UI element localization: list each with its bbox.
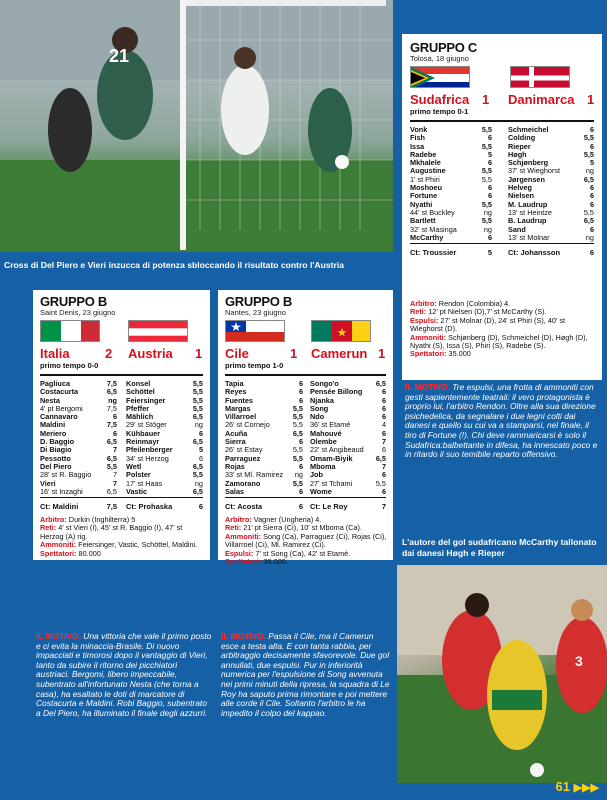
player-rating: 5,5 [292, 420, 303, 430]
player-rating: 5,5 [481, 166, 492, 176]
player-name: Mählich [126, 412, 154, 422]
commentary-text: Passa il Cile, ma il Camerun esce a testa alta. E con tanta rabbia, per arbitraggio decisamente sfavorevole. Due gol annullati, due espulsi. Pur in inferiorità numerica per l'espulsione di Song avvenuta nei primi minuti della ripresa, la squadra di Le Roy ha saputo prima rimontare e poi mettere alle corde il Cile. Soltanto l'arbitro le ha impedito il colpo del kappao. [221, 631, 390, 718]
lineup-away [508, 126, 594, 242]
player-name: Meriero [40, 428, 67, 438]
player-name: Mkhalele [410, 158, 441, 168]
player-rating: 6,5 [106, 453, 117, 463]
player-name: Mahouvé [310, 428, 342, 438]
player-name: Reinmayr [126, 437, 160, 447]
lineup-home [40, 380, 117, 496]
note-line [225, 558, 388, 566]
player-rating: 6 [112, 412, 117, 422]
player-rating: 6 [487, 133, 492, 143]
player-name: Pensée Billong [310, 387, 363, 397]
team-home: Sudafrica [410, 92, 470, 107]
divider [410, 243, 594, 244]
player-rating: 7,5 [106, 420, 117, 430]
player-name: Mboma [310, 461, 336, 471]
player-rating: 5 [198, 445, 203, 455]
note-label: Ammoniti: [40, 540, 77, 550]
photo-illustration [397, 565, 607, 783]
player-rating: ng [585, 166, 594, 176]
player-rating: 5,5 [481, 199, 492, 209]
match-commentary-b1 [36, 632, 212, 718]
player-name: Sierra [225, 437, 246, 447]
group-title: GRUPPO B [40, 294, 107, 309]
player-name: Villarroel [225, 412, 257, 422]
player-rating: 5,5 [481, 174, 492, 184]
player-name: Ndo [310, 412, 325, 422]
note-label: Espulsi: [225, 548, 254, 558]
note-label: Ammoniti: [410, 332, 447, 342]
player-name: B. Laudrup [508, 216, 547, 226]
photo-caption-bottom: L'autore del gol sudafricano McCarthy tallonato dai danesi Høgh e Rieper [402, 537, 597, 558]
player-name: Di Biagio [40, 445, 72, 455]
player-rating: 6,5 [106, 387, 117, 397]
player-rating: 6 [381, 387, 386, 397]
player-name: Konsel [126, 379, 151, 388]
player-name: Moshoeu [410, 183, 443, 193]
player-rating: 5,5 [192, 403, 203, 413]
player-rating: 5,5 [292, 453, 303, 463]
player-rating: ng [483, 207, 492, 217]
commentary-label: IL MOTIVO. [221, 631, 266, 641]
score-home: 1 [290, 346, 298, 361]
score-away: 1 [195, 346, 203, 361]
player-name: Rieper [508, 141, 531, 151]
coach-rating: 6 [589, 248, 594, 257]
note-label: Spettatori: [410, 349, 447, 359]
player-name: 22' st Angibeaud [310, 445, 364, 455]
coach-home [225, 502, 303, 511]
player-name: Vastic [126, 486, 148, 496]
player-row [508, 234, 594, 242]
note-label: Espulsi: [410, 315, 439, 325]
note-label: Spettatori: [40, 548, 77, 558]
commentary-text: Tre espulsi, una frotta di ammoniti con gesti sapientemente teatrali: il vero protagonista è proprio lui, l'arbitro Rendon. Oltre alla sua direzione psichedelica, da segnalare i due legni colti dai danesi e quello su cui va a stamparsi, nel finale, il tiro di Fortune (!). Chi deve rammaricarsi è solo il Sudafrica:balbettante in difesa, ha innescato poco e in ritardo il suo temibile reparto offensivo. [405, 382, 598, 460]
player-name: Fortune [410, 191, 438, 201]
player-rating: 6 [381, 486, 386, 496]
player-rating: 6,5 [192, 461, 203, 471]
note-text: 4' st Vieri (I), 45' st R. Baggio (I), 47' st Herzog (A) rig. [40, 523, 183, 541]
coach-rating: 7 [381, 502, 386, 511]
jersey-number: 3 [575, 653, 583, 669]
player-rating: 5,5 [192, 387, 203, 397]
player-name: Pessotto [40, 453, 71, 463]
divider [225, 497, 386, 498]
player-rating: 5,5 [481, 125, 492, 134]
flag-cameroon-icon [311, 320, 371, 342]
player-name: Nielsen [508, 191, 534, 201]
player-rating: 6 [589, 224, 594, 234]
player-name: 32' st Masinga [410, 224, 457, 234]
player-name: Tapia [225, 379, 244, 388]
player-name: Høgh [508, 149, 527, 159]
note-label: Arbitro: [225, 515, 252, 524]
player-rating: 6 [589, 183, 594, 193]
player-row [126, 488, 203, 496]
player-name: Augustine [410, 166, 446, 176]
player-rating: 6 [381, 445, 386, 455]
player-rating: 6,5 [583, 216, 594, 226]
player-rating: 6 [198, 453, 203, 463]
player-rating: 6 [381, 395, 386, 405]
note-label: Reti: [410, 307, 427, 317]
player-name: Acuña [225, 428, 248, 438]
commentary-label: IL MOTIVO. [36, 631, 81, 641]
note-line [40, 524, 205, 541]
player-rating: 6,5 [292, 428, 303, 438]
match-venue-date: Saint Denis, 23 giugno [40, 308, 116, 317]
coach-name: Ct: Acosta [225, 502, 263, 511]
note-text: 35.000 [446, 349, 471, 359]
player-name: 28' st R. Baggio [40, 470, 92, 480]
player-rating: 6 [381, 412, 386, 422]
player-rating: 6,5 [375, 379, 386, 388]
coach-name: Ct: Le Roy [310, 502, 348, 511]
note-label: Arbitro: [40, 515, 67, 524]
note-text: 21' pt Sierra (Ci), 10' st Mboma (Ca). [241, 523, 363, 533]
player-row [310, 488, 386, 496]
player-name: Pagliuca [40, 379, 71, 388]
group-title: GRUPPO C [410, 40, 477, 55]
flag-south-africa-icon [410, 66, 470, 88]
note-line [410, 350, 596, 358]
commentary-label: IL MOTIVO. [405, 382, 450, 392]
player-rating: 5,5 [292, 412, 303, 422]
player-name: 34' st Herzog [126, 453, 169, 463]
note-text: Song (Ca), Parraguez (Ci), Rojas (Ci), Villarroel (Ci), Ml. Ramirez (Ci). [225, 531, 387, 550]
player-name: 29' st Stöger [126, 420, 167, 430]
note-line [225, 533, 388, 550]
arrows-icon: ▶▶▶ [573, 782, 599, 794]
player-name: Issa [410, 141, 425, 151]
photo-illustration [0, 0, 393, 252]
player-name: 1' st Phiri [410, 174, 440, 184]
player-name: Fuentes [225, 395, 253, 405]
player-rating: 5,5 [292, 445, 303, 455]
flag-austria-icon [128, 320, 188, 342]
player-name: Helveg [508, 183, 532, 193]
note-text: 80.000 [76, 548, 101, 558]
player-name: 13' st Heintze [508, 207, 552, 217]
note-line [40, 550, 205, 558]
player-name: Wetl [126, 461, 142, 471]
player-rating: 5 [589, 158, 594, 168]
match-commentary-b2 [221, 632, 393, 718]
score-away: 1 [587, 92, 595, 107]
note-text: 35.000. [261, 557, 288, 567]
player-name: 26' st Estay [225, 445, 263, 455]
lineup-home [225, 380, 303, 496]
player-rating: 7,5 [106, 379, 117, 388]
player-name: 26' st Cornejo [225, 420, 270, 430]
player-name: 16' st Inzaghi [40, 486, 83, 496]
player-name: Cannavaro [40, 412, 78, 422]
divider [410, 120, 594, 122]
player-rating: 5,5 [192, 379, 203, 388]
flag-chile-icon [225, 320, 285, 342]
coach-name: Ct: Troussier [410, 248, 457, 257]
player-rating: 6 [589, 141, 594, 151]
player-rating: 5,5 [481, 141, 492, 151]
team-home: Cile [225, 346, 249, 361]
player-rating: 6 [198, 428, 203, 438]
player-name: 27' st Tchami [310, 478, 353, 488]
player-rating: 7 [112, 445, 117, 455]
coach-home [410, 248, 492, 257]
coach-rating: 7,5 [106, 502, 117, 511]
player-rating: 5,5 [292, 478, 303, 488]
player-name: Fish [410, 133, 425, 143]
divider [40, 374, 203, 376]
match-card-italia-austria [33, 290, 210, 560]
coach-name: Ct: Maldini [40, 502, 79, 511]
note-text: 12' pt Nielsen (D),7' st McCarthy (S). [426, 307, 547, 317]
player-rating: 7 [381, 437, 386, 447]
coach-rating: 5 [487, 248, 492, 257]
player-name: M. Laudrup [508, 199, 548, 209]
player-rating: 7 [112, 470, 117, 480]
lineup-home [410, 126, 492, 242]
player-name: Parraguez [225, 453, 261, 463]
commentary-text: Una vittoria che vale il primo posto e ci evita la minaccia-Brasile. Di nuovo impacciati e timorosi dopo il vantaggio di Vieri, tanto da subire il ritorno dei picchiatori austriaci. Bergomi, libero impeccabile, subentrato all'infortunato Nesta (che torna a casa), ha esaltato le doti di marcatore di Costacurta e Maldini. Robi Baggio, subentrato a Del Piero, ha illuminato il finale degli azzurri. [36, 631, 212, 718]
score-away: 1 [378, 346, 386, 361]
player-rating: 6 [589, 191, 594, 201]
player-rating: 6 [381, 470, 386, 480]
lineup-away [310, 380, 386, 496]
player-name: McCarthy [410, 232, 444, 242]
player-rating: 5,5 [106, 461, 117, 471]
team-away: Camerun [311, 346, 368, 361]
player-name: Schmeichel [508, 125, 549, 134]
team-away: Danimarca [508, 92, 575, 107]
note-label: Ammoniti: [225, 531, 262, 541]
player-rating: 6 [487, 183, 492, 193]
player-name: Radebe [410, 149, 437, 159]
player-name: Vonk [410, 125, 428, 134]
player-rating: 7 [381, 461, 386, 471]
player-name: Feiersinger [126, 395, 166, 405]
halftime-score: primo tempo 0-1 [410, 107, 469, 116]
player-rating: ng [194, 420, 203, 430]
player-rating: 6 [589, 199, 594, 209]
group-title: GRUPPO B [225, 294, 292, 309]
player-rating: 6,5 [375, 453, 386, 463]
note-text: 7' st Song (Ca), 42' st Etamé. [253, 548, 351, 558]
player-rating: 6,5 [192, 437, 203, 447]
player-name: Maldini [40, 420, 66, 430]
coach-away [508, 248, 594, 257]
player-rating: 5,5 [192, 470, 203, 480]
player-rating: 6,5 [192, 412, 203, 422]
coach-rating: 6 [298, 502, 303, 511]
player-name: Nesta [40, 395, 60, 405]
divider [225, 374, 386, 376]
player-name: Song [310, 403, 329, 413]
player-rating: ng [108, 395, 117, 405]
player-name: Jørgensen [508, 174, 545, 184]
page-number-value: 61 [555, 779, 570, 794]
player-rating: 5,5 [192, 395, 203, 405]
player-name: Schjønberg [508, 158, 549, 168]
player-rating: 6 [487, 158, 492, 168]
player-row [225, 488, 303, 496]
player-rating: 6 [298, 437, 303, 447]
player-rating: 6 [298, 387, 303, 397]
player-name: Kühbauer [126, 428, 161, 438]
player-rating: 6,5 [106, 437, 117, 447]
player-name: 37' st Wieghorst [508, 166, 561, 176]
note-text: Feiersinger, Vastic, Schöttel, Maldini. [76, 540, 198, 550]
jersey-number: 21 [109, 46, 130, 66]
player-rating: ng [294, 470, 303, 480]
player-name: Olembe [310, 437, 337, 447]
note-line [410, 334, 596, 351]
match-venue-date: Nantes, 23 giugno [225, 308, 286, 317]
flag-denmark-icon [510, 66, 570, 88]
note-text: Durkin (Inghilterra) 5 [66, 515, 136, 524]
coach-away [310, 502, 386, 511]
player-rating: 6,5 [192, 486, 203, 496]
player-rating: ng [585, 232, 594, 242]
player-name: Bartlett [410, 216, 436, 226]
match-notes [40, 516, 205, 558]
player-rating: 6 [298, 486, 303, 496]
match-venue-date: Tolosa, 18 giugno [410, 54, 469, 63]
player-rating: 6 [487, 191, 492, 201]
player-row [40, 488, 117, 496]
player-rating: 5,5 [481, 216, 492, 226]
player-rating: 6 [589, 125, 594, 134]
player-rating: ng [483, 224, 492, 234]
halftime-score: primo tempo 1-0 [225, 361, 284, 370]
score-home: 1 [482, 92, 490, 107]
player-rating: 5,5 [292, 403, 303, 413]
match-notes [225, 516, 388, 566]
player-name: Schöttel [126, 387, 155, 397]
player-name: Margas [225, 403, 251, 413]
player-rating: 6 [298, 461, 303, 471]
coach-rating: 6 [198, 502, 203, 511]
player-rating: 6,5 [583, 174, 594, 184]
player-name: D. Baggio [40, 437, 75, 447]
player-name: 44' st Buckley [410, 207, 455, 217]
match-card-cile-camerun [218, 290, 393, 567]
flag-italy-icon [40, 320, 100, 342]
player-rating: 5,5 [583, 207, 594, 217]
note-text: 27' st Molnar (D), 24' st Phiri (S), 40' st Wieghorst (D). [410, 315, 566, 334]
player-name: Njanka [310, 395, 334, 405]
player-name: Polster [126, 470, 151, 480]
player-name: Del Piero [40, 461, 72, 471]
note-label: Reti: [40, 523, 57, 533]
player-name: 33' st Ml. Ramirez [225, 470, 284, 480]
player-rating: 7 [112, 478, 117, 488]
team-away: Austria [128, 346, 173, 361]
player-name: Sand [508, 224, 526, 234]
player-name: Costacurta [40, 387, 79, 397]
player-rating: 5,5 [583, 133, 594, 143]
player-rating: 6 [487, 232, 492, 242]
note-label: Spettatori: [225, 557, 262, 567]
divider [40, 497, 203, 498]
player-rating: 6 [381, 403, 386, 413]
player-rating: 6 [381, 428, 386, 438]
player-name: Reyes [225, 387, 247, 397]
player-rating: 6 [298, 379, 303, 388]
player-name: Omam-Biyik [310, 453, 353, 463]
player-name: Songo'o [310, 379, 339, 388]
match-notes [410, 300, 596, 359]
note-text: Vagner (Ungheria) 4. [251, 515, 322, 524]
halftime-score: primo tempo 0-0 [40, 361, 99, 370]
note-line [410, 317, 596, 334]
match-commentary-c [405, 383, 602, 460]
team-home: Italia [40, 346, 70, 361]
coach-name: Ct: Johansson [508, 248, 561, 257]
score-home: 2 [105, 346, 113, 361]
player-name: 4' pt Bergomi [40, 403, 83, 413]
coach-name: Ct: Prohaska [126, 502, 173, 511]
note-label: Reti: [225, 523, 242, 533]
match-notes-panel-c [402, 296, 602, 380]
photo-goal-italy-austria [0, 0, 393, 252]
player-name: 36' st Etamé [310, 420, 351, 430]
photo-mccarthy [397, 565, 607, 783]
player-rating: 5,5 [583, 149, 594, 159]
note-text: Schjønberg (D), Schmeichel (D), Høgh (D), Nyathi (S), Issa (S), Phiri (S), Radebe (S). [410, 332, 588, 351]
player-name: Zamorano [225, 478, 261, 488]
player-name: 17' st Haas [126, 478, 163, 488]
player-name: Nyathi [410, 199, 433, 209]
player-rating: 5 [487, 149, 492, 159]
coach-away [126, 502, 203, 511]
player-name: Colding [508, 133, 536, 143]
coach-home [40, 502, 117, 511]
player-rating: 7,5 [106, 403, 117, 413]
photo-caption-top: Cross di Del Piero e Vieri inzucca di potenza sbloccando il risultato contro l'Austria [4, 260, 344, 270]
note-text: Rendon (Colombia) 4. [436, 299, 511, 308]
note-label: Arbitro: [410, 299, 437, 308]
page-number [556, 779, 599, 794]
player-name: Vieri [40, 478, 56, 488]
player-name: Pfeilenberger [126, 445, 173, 455]
player-name: Wome [310, 486, 332, 496]
player-name: Salas [225, 486, 245, 496]
player-name: Job [310, 470, 323, 480]
player-rating: 4 [381, 420, 386, 430]
player-rating: 6,5 [106, 486, 117, 496]
player-rating: 5,5 [375, 478, 386, 488]
player-rating: 6 [298, 395, 303, 405]
player-row [410, 234, 492, 242]
player-name: 13' st Molnar [508, 232, 550, 242]
player-name: Pfeffer [126, 403, 150, 413]
match-card-sudafrica-danimarca [402, 34, 602, 296]
player-rating: 6 [112, 428, 117, 438]
player-rating: ng [194, 478, 203, 488]
player-name: Rojas [225, 461, 245, 471]
lineup-away [126, 380, 203, 496]
